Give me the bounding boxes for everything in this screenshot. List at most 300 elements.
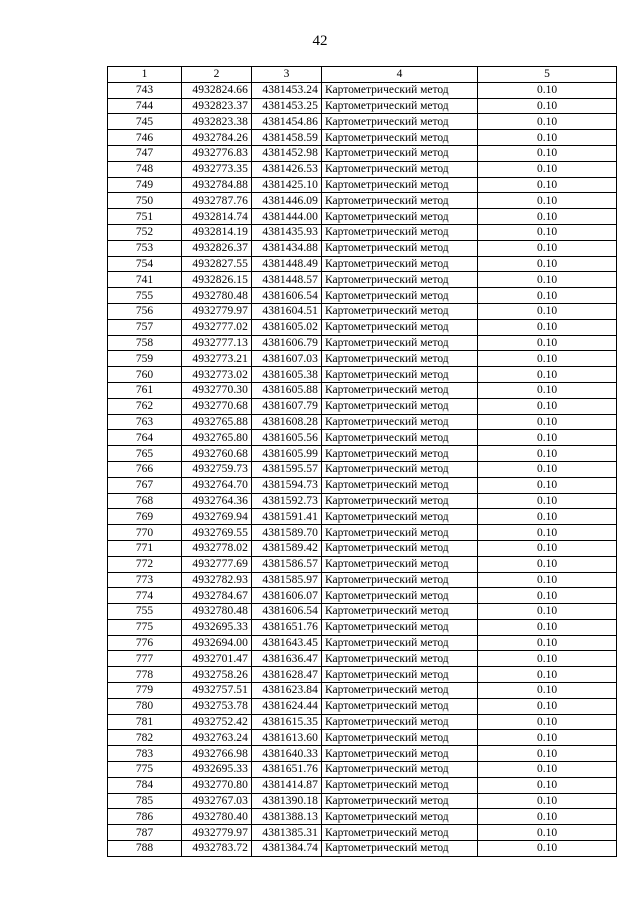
method-cell: Картометрический метод [322, 509, 478, 525]
table-row [108, 398, 617, 414]
x-coordinate-cell: 4932694.00 [182, 635, 252, 651]
method-cell: Картометрический метод [322, 651, 478, 667]
table-row [108, 193, 617, 209]
point-number-cell: 784 [108, 777, 182, 793]
point-number-cell: 786 [108, 809, 182, 825]
x-coordinate-cell: 4932826.37 [182, 240, 252, 256]
point-number-cell: 776 [108, 635, 182, 651]
table-row [108, 540, 617, 556]
point-number-cell: 772 [108, 556, 182, 572]
y-coordinate-cell: 4381426.53 [252, 161, 322, 177]
accuracy-cell: 0.10 [478, 130, 617, 146]
table-row [108, 667, 617, 683]
point-number-cell: 778 [108, 667, 182, 683]
y-coordinate-cell: 4381589.70 [252, 525, 322, 541]
table-row [108, 272, 617, 288]
accuracy-cell: 0.10 [478, 145, 617, 161]
accuracy-cell: 0.10 [478, 177, 617, 193]
y-coordinate-cell: 4381605.99 [252, 446, 322, 462]
table-row [108, 161, 617, 177]
point-number-cell: 756 [108, 303, 182, 319]
x-coordinate-cell: 4932701.47 [182, 651, 252, 667]
table-row [108, 635, 617, 651]
x-coordinate-cell: 4932764.36 [182, 493, 252, 509]
y-coordinate-cell: 4381613.60 [252, 730, 322, 746]
table-row [108, 841, 617, 857]
point-number-cell: 747 [108, 145, 182, 161]
accuracy-cell: 0.10 [478, 762, 617, 778]
method-cell: Картометрический метод [322, 698, 478, 714]
point-number-cell: 762 [108, 398, 182, 414]
x-coordinate-cell: 4932779.97 [182, 825, 252, 841]
x-coordinate-cell: 4932814.19 [182, 224, 252, 240]
point-number-cell: 745 [108, 114, 182, 130]
point-number-cell: 769 [108, 509, 182, 525]
point-number-cell: 781 [108, 714, 182, 730]
table-row [108, 746, 617, 762]
x-coordinate-cell: 4932765.88 [182, 414, 252, 430]
point-number-cell: 779 [108, 683, 182, 699]
x-coordinate-cell: 4932764.70 [182, 477, 252, 493]
x-coordinate-cell: 4932695.33 [182, 619, 252, 635]
y-coordinate-cell: 4381448.57 [252, 272, 322, 288]
method-cell: Картометрический метод [322, 572, 478, 588]
method-cell: Картометрический метод [322, 477, 478, 493]
point-number-cell: 759 [108, 351, 182, 367]
x-coordinate-cell: 4932769.55 [182, 525, 252, 541]
table-row [108, 114, 617, 130]
point-number-cell: 755 [108, 288, 182, 304]
y-coordinate-cell: 4381607.03 [252, 351, 322, 367]
x-coordinate-cell: 4932827.55 [182, 256, 252, 272]
point-number-cell: 767 [108, 477, 182, 493]
point-number-cell: 744 [108, 98, 182, 114]
method-cell: Картометрический метод [322, 809, 478, 825]
y-coordinate-cell: 4381623.84 [252, 683, 322, 699]
accuracy-cell: 0.10 [478, 525, 617, 541]
method-cell: Картометрический метод [322, 351, 478, 367]
method-cell: Картометрический метод [322, 746, 478, 762]
accuracy-cell: 0.10 [478, 82, 617, 98]
table-row [108, 477, 617, 493]
method-cell: Картометрический метод [322, 635, 478, 651]
y-coordinate-cell: 4381384.74 [252, 841, 322, 857]
method-cell: Картометрический метод [322, 335, 478, 351]
x-coordinate-cell: 4932780.48 [182, 604, 252, 620]
method-cell: Картометрический метод [322, 303, 478, 319]
x-coordinate-cell: 4932769.94 [182, 509, 252, 525]
accuracy-cell: 0.10 [478, 430, 617, 446]
y-coordinate-cell: 4381434.88 [252, 240, 322, 256]
accuracy-cell: 0.10 [478, 714, 617, 730]
y-coordinate-cell: 4381636.47 [252, 651, 322, 667]
x-coordinate-cell: 4932776.83 [182, 145, 252, 161]
y-coordinate-cell: 4381388.13 [252, 809, 322, 825]
x-coordinate-cell: 4932780.40 [182, 809, 252, 825]
table-row [108, 809, 617, 825]
page-number: 42 [312, 33, 328, 49]
accuracy-cell: 0.10 [478, 841, 617, 857]
table-row [108, 288, 617, 304]
x-coordinate-cell: 4932777.13 [182, 335, 252, 351]
table-row [108, 414, 617, 430]
y-coordinate-cell: 4381605.38 [252, 367, 322, 383]
x-coordinate-cell: 4932765.80 [182, 430, 252, 446]
method-cell: Картометрический метод [322, 382, 478, 398]
point-number-cell: 773 [108, 572, 182, 588]
x-coordinate-cell: 4932759.73 [182, 461, 252, 477]
table-row [108, 461, 617, 477]
x-coordinate-cell: 4932767.03 [182, 793, 252, 809]
method-cell: Картометрический метод [322, 793, 478, 809]
x-coordinate-cell: 4932823.37 [182, 98, 252, 114]
x-coordinate-cell: 4932773.21 [182, 351, 252, 367]
y-coordinate-cell: 4381651.76 [252, 619, 322, 635]
accuracy-cell: 0.10 [478, 825, 617, 841]
y-coordinate-cell: 4381446.09 [252, 193, 322, 209]
point-number-cell: 750 [108, 193, 182, 209]
accuracy-cell: 0.10 [478, 161, 617, 177]
accuracy-cell: 0.10 [478, 303, 617, 319]
method-cell: Картометрический метод [322, 82, 478, 98]
x-coordinate-cell: 4932826.15 [182, 272, 252, 288]
x-coordinate-cell: 4932777.02 [182, 319, 252, 335]
table-row [108, 130, 617, 146]
table-row [108, 382, 617, 398]
y-coordinate-cell: 4381453.24 [252, 82, 322, 98]
x-coordinate-cell: 4932823.38 [182, 114, 252, 130]
table-row [108, 209, 617, 225]
method-cell: Картометрический метод [322, 177, 478, 193]
table-row [108, 793, 617, 809]
method-cell: Картометрический метод [322, 619, 478, 635]
method-cell: Картометрический метод [322, 540, 478, 556]
x-coordinate-cell: 4932824.66 [182, 82, 252, 98]
method-cell: Картометрический метод [322, 667, 478, 683]
y-coordinate-cell: 4381640.33 [252, 746, 322, 762]
y-coordinate-cell: 4381605.02 [252, 319, 322, 335]
accuracy-cell: 0.10 [478, 777, 617, 793]
coordinates-table [107, 66, 617, 857]
point-number-cell: 782 [108, 730, 182, 746]
accuracy-cell: 0.10 [478, 367, 617, 383]
method-cell: Картометрический метод [322, 430, 478, 446]
x-coordinate-cell: 4932758.26 [182, 667, 252, 683]
accuracy-cell: 0.10 [478, 809, 617, 825]
column-header-x: 2 [182, 67, 252, 83]
table-row [108, 588, 617, 604]
point-number-cell: 748 [108, 161, 182, 177]
method-cell: Картометрический метод [322, 240, 478, 256]
y-coordinate-cell: 4381643.45 [252, 635, 322, 651]
point-number-cell: 743 [108, 82, 182, 98]
method-cell: Картометрический метод [322, 367, 478, 383]
y-coordinate-cell: 4381615.35 [252, 714, 322, 730]
y-coordinate-cell: 4381606.54 [252, 288, 322, 304]
y-coordinate-cell: 4381448.49 [252, 256, 322, 272]
accuracy-cell: 0.10 [478, 114, 617, 130]
point-number-cell: 787 [108, 825, 182, 841]
accuracy-cell: 0.10 [478, 667, 617, 683]
table-row [108, 825, 617, 841]
accuracy-cell: 0.10 [478, 572, 617, 588]
y-coordinate-cell: 4381605.56 [252, 430, 322, 446]
method-cell: Картометрический метод [322, 556, 478, 572]
point-number-cell: 783 [108, 746, 182, 762]
method-cell: Картометрический метод [322, 114, 478, 130]
point-number-cell: 763 [108, 414, 182, 430]
method-cell: Картометрический метод [322, 272, 478, 288]
point-number-cell: 765 [108, 446, 182, 462]
point-number-cell: 764 [108, 430, 182, 446]
x-coordinate-cell: 4932770.30 [182, 382, 252, 398]
method-cell: Картометрический метод [322, 730, 478, 746]
table-row [108, 335, 617, 351]
y-coordinate-cell: 4381390.18 [252, 793, 322, 809]
point-number-cell: 766 [108, 461, 182, 477]
accuracy-cell: 0.10 [478, 509, 617, 525]
x-coordinate-cell: 4932778.02 [182, 540, 252, 556]
y-coordinate-cell: 4381452.98 [252, 145, 322, 161]
method-cell: Картометрический метод [322, 683, 478, 699]
accuracy-cell: 0.10 [478, 619, 617, 635]
x-coordinate-cell: 4932757.51 [182, 683, 252, 699]
y-coordinate-cell: 4381453.25 [252, 98, 322, 114]
table-header-row [108, 67, 617, 83]
table-row [108, 430, 617, 446]
column-header-point-number: 1 [108, 67, 182, 83]
table-row [108, 446, 617, 462]
y-coordinate-cell: 4381628.47 [252, 667, 322, 683]
accuracy-cell: 0.10 [478, 446, 617, 462]
method-cell: Картометрический метод [322, 209, 478, 225]
accuracy-cell: 0.10 [478, 193, 617, 209]
method-cell: Картометрический метод [322, 398, 478, 414]
point-number-cell: 752 [108, 224, 182, 240]
y-coordinate-cell: 4381604.51 [252, 303, 322, 319]
y-coordinate-cell: 4381594.73 [252, 477, 322, 493]
accuracy-cell: 0.10 [478, 319, 617, 335]
point-number-cell: 755 [108, 604, 182, 620]
point-number-cell: 788 [108, 841, 182, 857]
accuracy-cell: 0.10 [478, 288, 617, 304]
accuracy-cell: 0.10 [478, 746, 617, 762]
table-row [108, 351, 617, 367]
method-cell: Картометрический метод [322, 161, 478, 177]
x-coordinate-cell: 4932783.72 [182, 841, 252, 857]
table-row [108, 730, 617, 746]
table-row [108, 177, 617, 193]
x-coordinate-cell: 4932773.35 [182, 161, 252, 177]
method-cell: Картометрический метод [322, 525, 478, 541]
table-row [108, 509, 617, 525]
table-row [108, 145, 617, 161]
y-coordinate-cell: 4381651.76 [252, 762, 322, 778]
method-cell: Картометрический метод [322, 604, 478, 620]
method-cell: Картометрический метод [322, 493, 478, 509]
method-cell: Картометрический метод [322, 461, 478, 477]
accuracy-cell: 0.10 [478, 730, 617, 746]
accuracy-cell: 0.10 [478, 604, 617, 620]
table-row [108, 762, 617, 778]
x-coordinate-cell: 4932753.78 [182, 698, 252, 714]
accuracy-cell: 0.10 [478, 398, 617, 414]
table-row [108, 777, 617, 793]
accuracy-cell: 0.10 [478, 540, 617, 556]
y-coordinate-cell: 4381608.28 [252, 414, 322, 430]
table-row [108, 256, 617, 272]
table-row [108, 698, 617, 714]
method-cell: Картометрический метод [322, 777, 478, 793]
x-coordinate-cell: 4932773.02 [182, 367, 252, 383]
point-number-cell: 754 [108, 256, 182, 272]
accuracy-cell: 0.10 [478, 683, 617, 699]
table-row [108, 572, 617, 588]
table-row [108, 683, 617, 699]
point-number-cell: 785 [108, 793, 182, 809]
table-row [108, 319, 617, 335]
point-number-cell: 753 [108, 240, 182, 256]
x-coordinate-cell: 4932763.24 [182, 730, 252, 746]
table-row [108, 224, 617, 240]
point-number-cell: 775 [108, 619, 182, 635]
table-row [108, 525, 617, 541]
method-cell: Картометрический метод [322, 588, 478, 604]
method-cell: Картометрический метод [322, 825, 478, 841]
accuracy-cell: 0.10 [478, 793, 617, 809]
y-coordinate-cell: 4381454.86 [252, 114, 322, 130]
method-cell: Картометрический метод [322, 446, 478, 462]
y-coordinate-cell: 4381606.07 [252, 588, 322, 604]
y-coordinate-cell: 4381606.79 [252, 335, 322, 351]
table-row [108, 556, 617, 572]
x-coordinate-cell: 4932779.97 [182, 303, 252, 319]
method-cell: Картометрический метод [322, 319, 478, 335]
table-row [108, 651, 617, 667]
x-coordinate-cell: 4932766.98 [182, 746, 252, 762]
accuracy-cell: 0.10 [478, 224, 617, 240]
y-coordinate-cell: 4381605.88 [252, 382, 322, 398]
column-header-method: 4 [322, 67, 478, 83]
point-number-cell: 768 [108, 493, 182, 509]
accuracy-cell: 0.10 [478, 651, 617, 667]
method-cell: Картометрический метод [322, 224, 478, 240]
method-cell: Картометрический метод [322, 288, 478, 304]
table-row [108, 367, 617, 383]
method-cell: Картометрический метод [322, 193, 478, 209]
point-number-cell: 774 [108, 588, 182, 604]
table-row [108, 98, 617, 114]
x-coordinate-cell: 4932784.88 [182, 177, 252, 193]
table-row [108, 82, 617, 98]
accuracy-cell: 0.10 [478, 477, 617, 493]
y-coordinate-cell: 4381595.57 [252, 461, 322, 477]
method-cell: Картометрический метод [322, 145, 478, 161]
method-cell: Картометрический метод [322, 256, 478, 272]
y-coordinate-cell: 4381458.59 [252, 130, 322, 146]
point-number-cell: 757 [108, 319, 182, 335]
accuracy-cell: 0.10 [478, 240, 617, 256]
accuracy-cell: 0.10 [478, 461, 617, 477]
x-coordinate-cell: 4932782.93 [182, 572, 252, 588]
accuracy-cell: 0.10 [478, 382, 617, 398]
x-coordinate-cell: 4932784.67 [182, 588, 252, 604]
y-coordinate-cell: 4381606.54 [252, 604, 322, 620]
y-coordinate-cell: 4381585.97 [252, 572, 322, 588]
x-coordinate-cell: 4932760.68 [182, 446, 252, 462]
column-header-y: 3 [252, 67, 322, 83]
point-number-cell: 751 [108, 209, 182, 225]
accuracy-cell: 0.10 [478, 98, 617, 114]
x-coordinate-cell: 4932770.68 [182, 398, 252, 414]
y-coordinate-cell: 4381589.42 [252, 540, 322, 556]
table-body [108, 82, 617, 856]
column-header-accuracy: 5 [478, 67, 617, 83]
accuracy-cell: 0.10 [478, 272, 617, 288]
x-coordinate-cell: 4932780.48 [182, 288, 252, 304]
y-coordinate-cell: 4381414.87 [252, 777, 322, 793]
table-row [108, 604, 617, 620]
point-number-cell: 746 [108, 130, 182, 146]
method-cell: Картометрический метод [322, 762, 478, 778]
table-row [108, 303, 617, 319]
x-coordinate-cell: 4932777.69 [182, 556, 252, 572]
accuracy-cell: 0.10 [478, 351, 617, 367]
x-coordinate-cell: 4932784.26 [182, 130, 252, 146]
x-coordinate-cell: 4932695.33 [182, 762, 252, 778]
method-cell: Картометрический метод [322, 98, 478, 114]
accuracy-cell: 0.10 [478, 635, 617, 651]
y-coordinate-cell: 4381592.73 [252, 493, 322, 509]
x-coordinate-cell: 4932814.74 [182, 209, 252, 225]
point-number-cell: 741 [108, 272, 182, 288]
point-number-cell: 761 [108, 382, 182, 398]
accuracy-cell: 0.10 [478, 256, 617, 272]
accuracy-cell: 0.10 [478, 588, 617, 604]
method-cell: Картометрический метод [322, 130, 478, 146]
point-number-cell: 775 [108, 762, 182, 778]
y-coordinate-cell: 4381607.79 [252, 398, 322, 414]
method-cell: Картометрический метод [322, 714, 478, 730]
point-number-cell: 758 [108, 335, 182, 351]
table-row [108, 714, 617, 730]
method-cell: Картометрический метод [322, 841, 478, 857]
method-cell: Картометрический метод [322, 414, 478, 430]
y-coordinate-cell: 4381591.41 [252, 509, 322, 525]
y-coordinate-cell: 4381624.44 [252, 698, 322, 714]
y-coordinate-cell: 4381385.31 [252, 825, 322, 841]
table-row [108, 493, 617, 509]
point-number-cell: 771 [108, 540, 182, 556]
point-number-cell: 780 [108, 698, 182, 714]
accuracy-cell: 0.10 [478, 698, 617, 714]
y-coordinate-cell: 4381435.93 [252, 224, 322, 240]
point-number-cell: 777 [108, 651, 182, 667]
accuracy-cell: 0.10 [478, 414, 617, 430]
point-number-cell: 770 [108, 525, 182, 541]
accuracy-cell: 0.10 [478, 556, 617, 572]
accuracy-cell: 0.10 [478, 335, 617, 351]
x-coordinate-cell: 4932752.42 [182, 714, 252, 730]
accuracy-cell: 0.10 [478, 209, 617, 225]
x-coordinate-cell: 4932787.76 [182, 193, 252, 209]
point-number-cell: 760 [108, 367, 182, 383]
point-number-cell: 749 [108, 177, 182, 193]
y-coordinate-cell: 4381425.10 [252, 177, 322, 193]
table-row [108, 619, 617, 635]
y-coordinate-cell: 4381586.57 [252, 556, 322, 572]
x-coordinate-cell: 4932770.80 [182, 777, 252, 793]
